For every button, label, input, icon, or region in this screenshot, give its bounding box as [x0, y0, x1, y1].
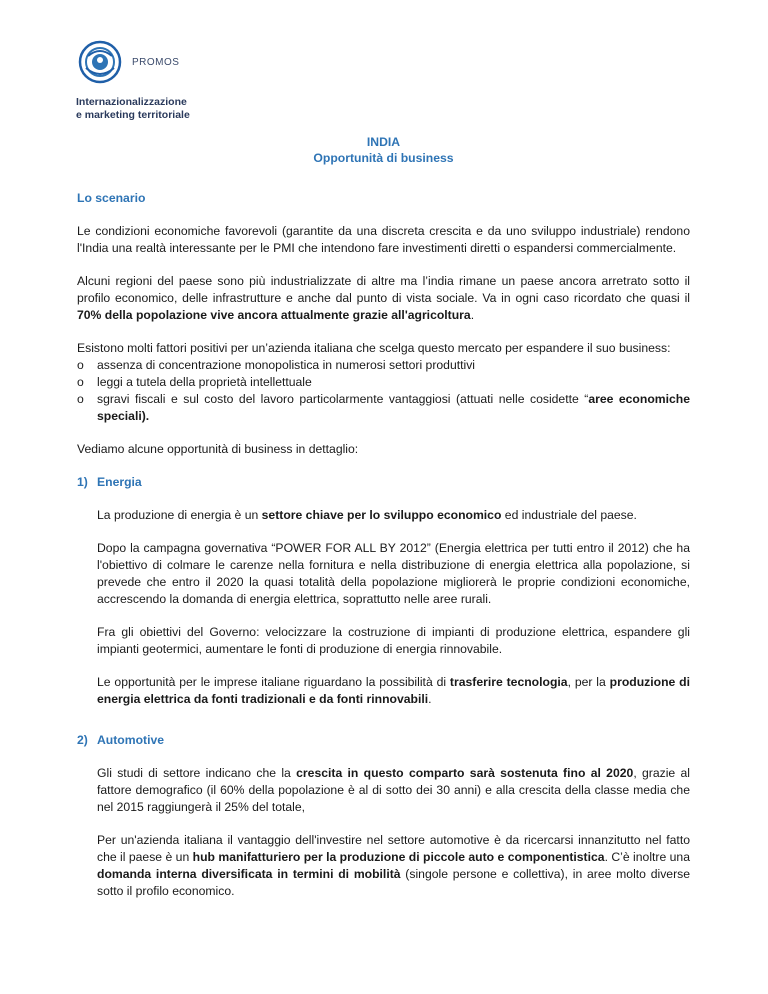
energia-paragraph-1: La produzione di energia è un settore chiave per lo sviluppo economico ed industriale del paese. [97, 508, 637, 522]
section-heading-automotive: 2) Automotive [77, 733, 165, 747]
automotive-section [77, 765, 690, 900]
tagline-line-1: Internazionalizzazione [76, 96, 187, 108]
scenario-paragraph-1: Le condizioni economiche favorevoli (garantite da una discreta crescita e da uno sviluppo industriale) rendono l'India una realtà interessante per le PMI che intendono fare investimenti diretti o espandersi commercialmente. [77, 224, 690, 255]
automotive-paragraph-2: Per un'azienda italiana il vantaggio dell'investire nel settore automotive è da ricercarsi innanzitutto nel fatto che il paese è un hub manifatturiero per la produzione di piccole auto e componentistica. C’è inoltre una domanda interna diversificata in termini di mobilità (singole persone e collettiva), in aree molto diverse sotto il profilo economico. [97, 833, 690, 898]
advantages-list [77, 357, 690, 425]
title-country: INDIA [366, 135, 401, 149]
bullet-marker: o [77, 392, 84, 406]
intro-paragraph: Vediamo alcune opportunità di business in dettaglio: [77, 442, 359, 456]
scenario-paragraph-2: Alcuni regioni del paese sono più industrializzate di altre ma l’india rimane un paese ancora arretrato sotto il profilo economico, delle infrastrutture e anche dal punto di vista sociale. Va in ogni caso ricordato che quasi il 70% della popolazione vive ancora attualmente grazie all'agricoltura. [77, 274, 690, 322]
energia-section [77, 507, 690, 708]
energia-paragraph-3: Fra gli obiettivi del Governo: velocizzare la costruzione di impianti di produzione elettrica, espandere gli impianti geotermici, aumentare le fonti di produzione di energia rinnovabile. [97, 625, 690, 656]
automotive-paragraph-1: Gli studi di settore indicano che la crescita in questo comparto sarà sostenuta fino al 2020, grazie al fattore demografico (il 60% della popolazione è al di sotto dei 30 anni) e alla crescita della classe media che nel 2015 raggiungerà il 25% del totale, [97, 766, 691, 814]
document-body [77, 134, 690, 900]
scenario-paragraph-3: Esistono molti fattori positivi per un’azienda italiana che scelga questo mercato per espandere il suo business: [77, 341, 671, 355]
brand-tagline [76, 96, 190, 122]
promos-logo-icon [76, 40, 124, 84]
energia-paragraph-2: Dopo la campagna governativa “POWER FOR ALL BY 2012” (Energia elettrica per tutti entro il 2012) che ha l'obiettivo di colmare le carenze nella fornitura e nella distribuzione di energia elettrica alla popolazione, si prevede che entro il 2020 la quasi totalità della popolazione migliorerà le proprie condizioni economiche, accrescendo la domanda di energia elettrica, soprattutto nelle aree rurali. [97, 541, 690, 606]
tagline-line-2: e marketing territoriale [76, 109, 190, 121]
title-subtitle: Opportunità di business [313, 151, 454, 165]
list-item: o assenza di concentrazione monopolistica in numerosi settori produttivi [77, 358, 476, 372]
list-item: o sgravi fiscali e sul costo del lavoro particolarmente vantaggiosi (attuati nelle cosidette “aree economiche speciali). [77, 392, 690, 423]
section-heading-energia: 1) Energia [77, 475, 142, 489]
bullet-marker: o [77, 375, 84, 389]
bullet-marker: o [77, 358, 84, 372]
logo-row [76, 40, 190, 84]
energia-paragraph-4: Le opportunità per le imprese italiane riguardano la possibilità di trasferire tecnologia, per la produzione di energia elettrica da fonti tradizionali e da fonti rinnovabili. [97, 675, 690, 706]
document-title [77, 134, 690, 166]
section-heading-scenario: Lo scenario [77, 191, 146, 205]
brand-name: PROMOS [132, 56, 180, 68]
header-logo-block [76, 40, 190, 122]
list-item: o leggi a tutela della proprietà intellettuale [77, 375, 312, 389]
